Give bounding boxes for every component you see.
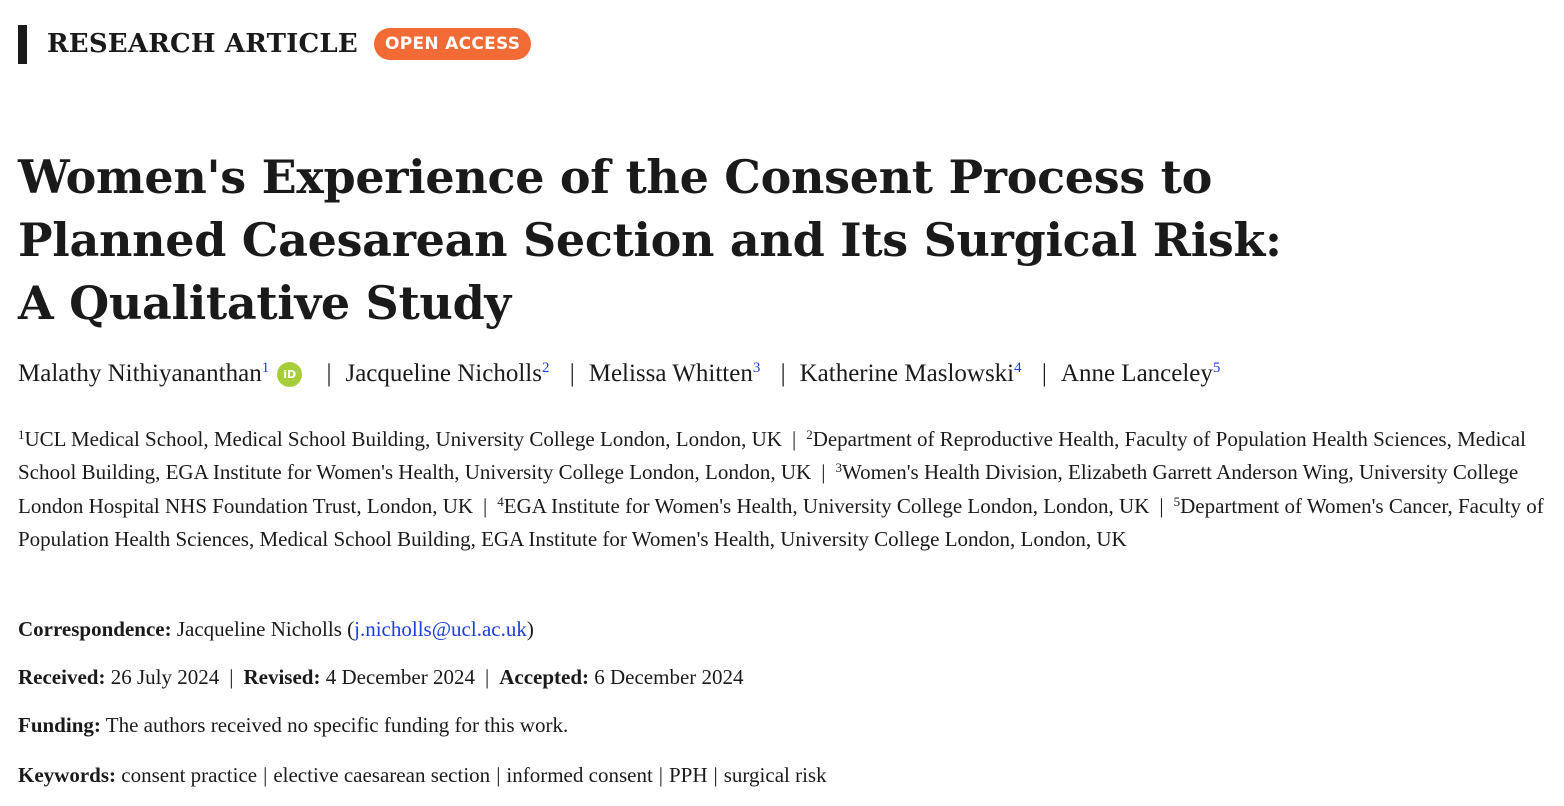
funding-text: The authors received no specific funding for this work. (105, 713, 569, 737)
article-label-row (18, 24, 531, 64)
article-title (18, 146, 1548, 335)
dates-line (18, 662, 1548, 692)
keywords-line (18, 760, 1548, 790)
author-name[interactable]: Melissa Whitten (588, 360, 753, 387)
keyword[interactable]: consent practice (121, 763, 258, 787)
funding-line (18, 710, 1548, 740)
affiliation-ref[interactable]: 3 (752, 360, 761, 376)
article-type: RESEARCH ARTICLE (47, 29, 358, 59)
keyword[interactable]: PPH (669, 763, 708, 787)
correspondence-label: Correspondence: (18, 617, 172, 641)
author-list (18, 356, 1548, 392)
revised-label: Revised: (243, 665, 321, 689)
affiliation-number: 2 (806, 427, 813, 442)
author-separator: | (780, 360, 786, 387)
keyword-separator: | (263, 763, 268, 787)
title-line-2: Planned Caesarean Section and Its Surgical Risk: (18, 213, 1282, 267)
correspondence-line: Correspondence: Jacqueline Nicholls (j.nicholls@ucl.ac.uk) (18, 617, 534, 641)
funding-label: Funding: (18, 713, 101, 737)
keyword-separator: | (658, 763, 663, 787)
author-separator: | (326, 360, 332, 387)
author-name[interactable]: Jacqueline Nicholls (345, 360, 542, 387)
open-access-badge: OPEN ACCESS (374, 28, 531, 60)
affiliation-number: 5 (1173, 493, 1181, 509)
keyword-separator: | (496, 763, 501, 787)
received-label: Received: (18, 665, 106, 689)
affiliation-text: Department of Reproductive Health, Faculty of Population Health Sciences, Medical School Building, EGA Institute for Women's Health, University College London, London, UK (18, 427, 1526, 485)
affiliations (18, 423, 1548, 556)
keyword-separator: | (713, 763, 718, 787)
affiliation-number: 1 (18, 427, 25, 442)
correspondence-email-link[interactable]: j.nicholls@ucl.ac.uk (354, 617, 527, 641)
affiliation-text: Department of Women's Cancer, Faculty of Population Health Sciences, Medical School Building, EGA Institute for Women's Health, University College London, London, UK (18, 493, 1544, 551)
date-separator: | (484, 665, 490, 689)
affiliation-ref[interactable]: 2 (541, 360, 550, 376)
date-separator: | (229, 665, 234, 689)
affiliation-number: 4 (497, 493, 504, 509)
accepted-label: Accepted: (499, 665, 589, 689)
title-line-3: A Qualitative Study (18, 276, 511, 330)
keyword[interactable]: surgical risk (723, 763, 827, 787)
affiliation-separator: | (791, 427, 797, 451)
author-separator: | (1041, 360, 1047, 387)
revised-date: 4 December 2024 (325, 665, 475, 689)
affiliation-ref[interactable]: 5 (1212, 360, 1221, 376)
author-name[interactable]: Malathy Nithiyananthan (18, 360, 262, 387)
keyword[interactable]: informed consent (506, 763, 653, 787)
accepted-date: 6 December 2024 (594, 665, 744, 689)
affiliation-separator: | (821, 460, 826, 485)
label-bar (18, 25, 27, 64)
author-separator: | (569, 360, 575, 387)
keywords-label: Keywords: (18, 763, 116, 787)
keyword[interactable]: elective caesarean section (273, 763, 491, 787)
author-name[interactable]: Anne Lanceley (1060, 360, 1213, 387)
orcid-icon[interactable]: iD (277, 362, 302, 387)
affiliation-separator: | (483, 493, 488, 518)
affiliation-text: UCL Medical School, Medical School Building, University College London, London, UK (24, 427, 782, 451)
affiliation-ref[interactable]: 1 (261, 360, 270, 376)
correspondence-name: Jacqueline Nicholls (176, 617, 342, 641)
affiliation-separator: | (1159, 493, 1164, 518)
affiliation-ref[interactable]: 4 (1014, 360, 1022, 376)
affiliation-number: 3 (835, 460, 842, 476)
affiliation-text: EGA Institute for Women's Health, University College London, London, UK (503, 493, 1150, 518)
affiliation-text: Women's Health Division, Elizabeth Garrett Anderson Wing, University College London Hospital NHS Foundation Trust, London, UK (18, 460, 1519, 518)
received-date: 26 July 2024 (110, 665, 220, 689)
title-line-1: Women's Experience of the Consent Process to (18, 150, 1212, 204)
author-name[interactable]: Katherine Maslowski (799, 360, 1015, 387)
